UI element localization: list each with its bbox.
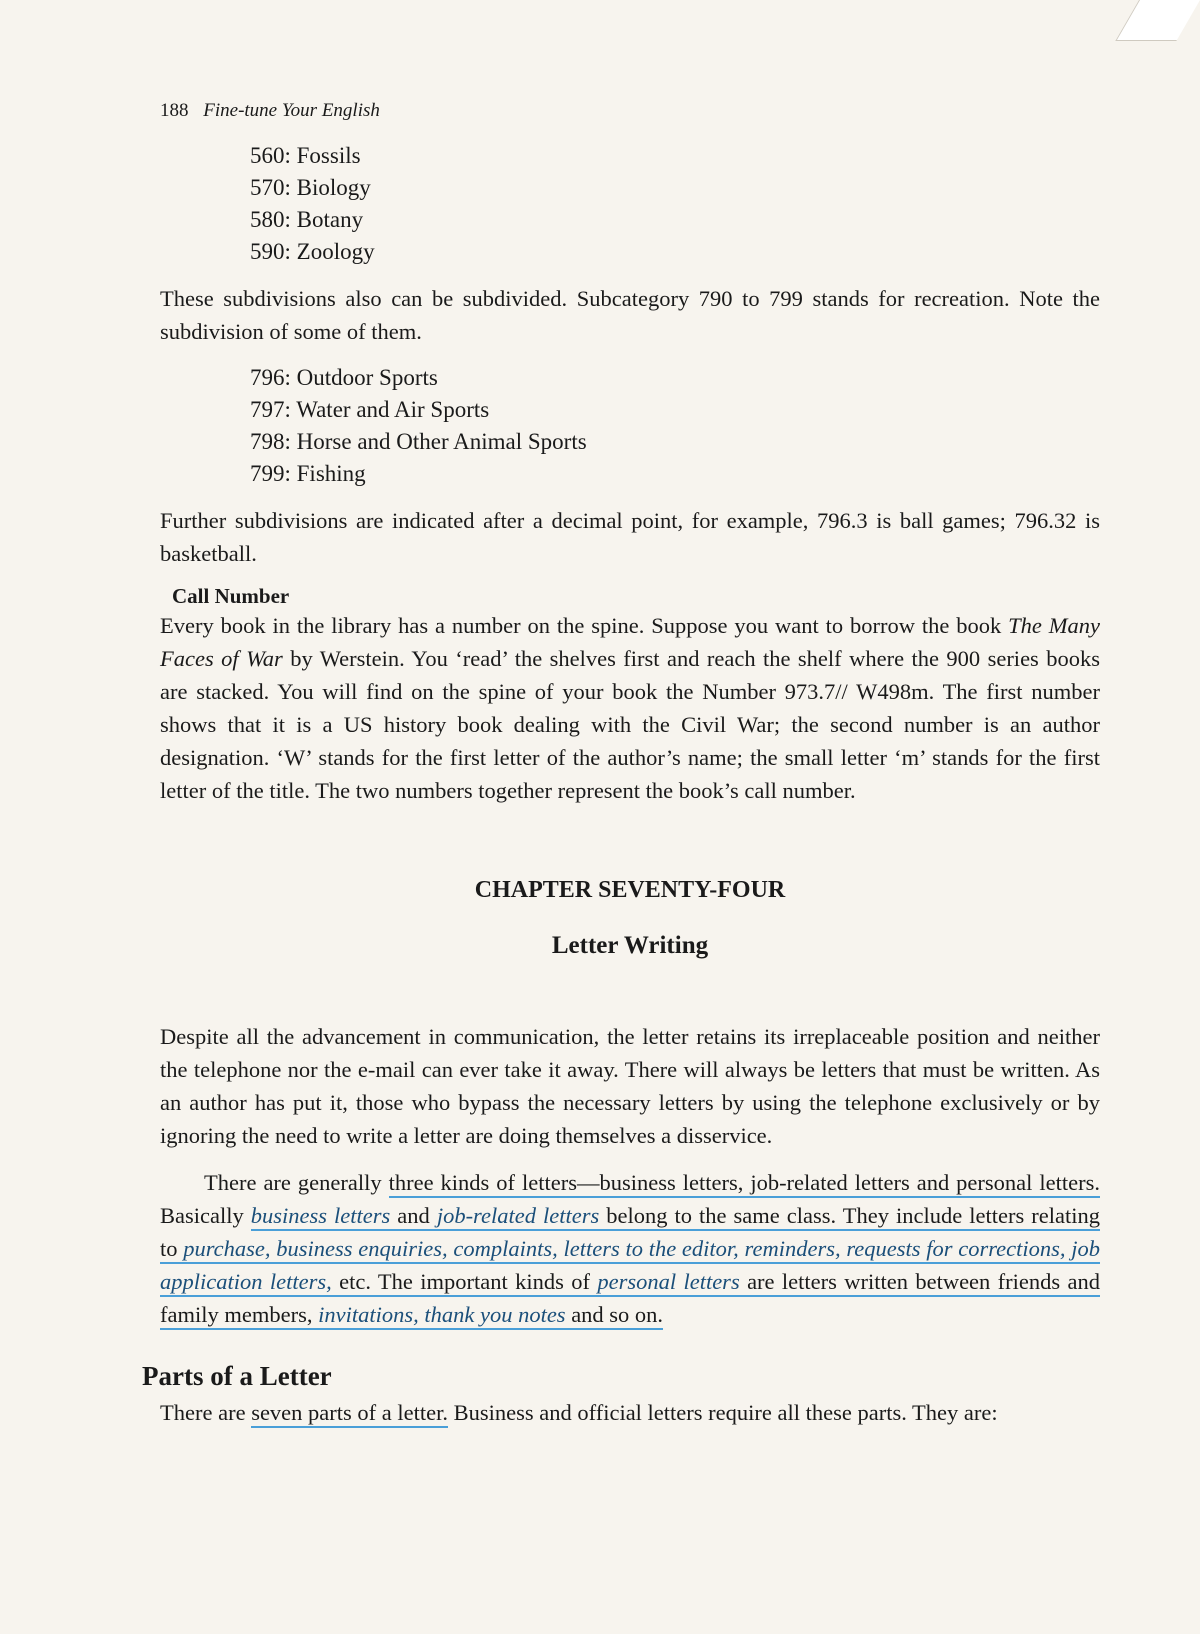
page-corner [1115,0,1200,41]
list-item: 580: Botany [250,207,364,232]
list-item: 560: Fossils [250,143,361,168]
call-number-heading: Call Number [172,584,290,608]
paragraph-decimal: Further subdivisions are indicated after a decimal point, for example, 796.3 is ball games; 796.32 is basketball. [160,508,1100,566]
chapter-label: CHAPTER SEVENTY-FOUR [474,877,786,903]
paragraph-call-number: Every book in the library has a number on the spine. Suppose you want to borrow the book The Many Faces of War by Werstein. You ‘read’ the shelves first and reach the shelf where the 900 series books are stacked. You will find on the spine of your book the Number 973.7// W498m. The first number shows that it is a US history book dealing with the Civil War; the second number is an author designation. ‘W’ stands for the first letter of the author’s name; the small letter ‘m’ stands for the first letter of the title. The two numbers together represent the book’s call number. [160,613,1101,803]
list-item: 799: Fishing [250,461,366,486]
chapter-title: Letter Writing [551,932,709,959]
list-item: 570: Biology [250,175,371,200]
paragraph-subdivisions: These subdivisions also can be subdivided. Subcategory 790 to 799 stands for recreation. Note the subdivision of some of them. [160,286,1100,344]
classification-list-500 [250,140,1100,268]
list-item: 797: Water and Air Sports [250,397,490,422]
parts-of-letter-heading: Parts of a Letter [142,1361,332,1391]
page-number: 188 [160,100,189,121]
running-head [160,100,1100,122]
paragraph-despite: Despite all the advancement in communication, the letter retains its irreplaceable position and neither the telephone nor the e-mail can ever take it away. There will always be letters that must be written. As an author has put it, those who bypass the necessary letters by using the telephone exclusively or by ignoring the need to write a letter are doing themselves a disservice. [160,1024,1100,1148]
paragraph-parts: There are seven parts of a letter. Business and official letters require all these parts. They are: [160,1396,1100,1429]
classification-list-790 [250,362,1100,490]
list-item: 798: Horse and Other Animal Sports [250,429,587,454]
list-item: 590: Zoology [250,239,375,264]
list-item: 796: Outdoor Sports [250,365,438,390]
book-title: Fine-tune Your English [203,100,380,121]
paragraph-letter-kinds: There are generally three kinds of letters—business letters, job-related letters and personal letters. Basically business letters and job-related letters belong to the same class. They include letters relating to purchase, business enquiries, complaints, letters to the editor, reminders, requests for corrections, job application letters, etc. The important kinds of personal letters are letters written between friends and family members, invitations, thank you notes and so on. [160,1166,1100,1331]
